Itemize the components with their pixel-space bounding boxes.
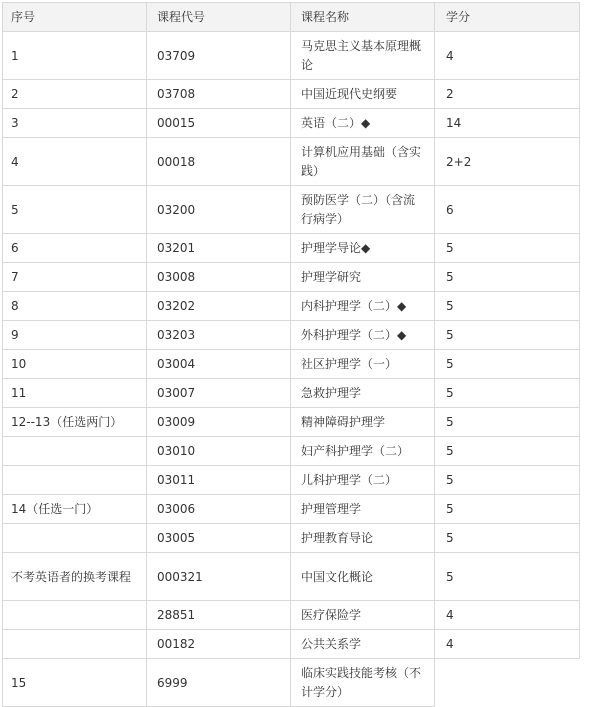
table-row bbox=[3, 234, 580, 263]
cell-code: 00182 bbox=[147, 630, 291, 659]
cell-credit: 5 bbox=[435, 524, 580, 553]
cell-no: 2 bbox=[3, 80, 147, 109]
cell-no: 3 bbox=[3, 109, 147, 138]
cell-no bbox=[3, 437, 147, 466]
cell-no: 10 bbox=[3, 350, 147, 379]
cell-no: 6 bbox=[3, 234, 147, 263]
cell-code: 03007 bbox=[147, 379, 291, 408]
table-row bbox=[3, 350, 580, 379]
cell-name: 妇产科护理学（二） bbox=[291, 437, 435, 466]
cell-name: 护理学导论◆ bbox=[291, 234, 435, 263]
cell-credit: 4 bbox=[435, 32, 580, 80]
cell-credit: 5 bbox=[435, 234, 580, 263]
cell-code: 28851 bbox=[147, 601, 291, 630]
cell-name: 医疗保险学 bbox=[291, 601, 435, 630]
cell-code: 00018 bbox=[147, 138, 291, 186]
cell-name: 计算机应用基础（含实践） bbox=[291, 138, 435, 186]
cell-credit: 5 bbox=[435, 437, 580, 466]
header-no: 序号 bbox=[3, 3, 147, 32]
cell-code: 03201 bbox=[147, 234, 291, 263]
table-row bbox=[3, 437, 580, 466]
cell-no bbox=[3, 601, 147, 630]
cell-no: 15 bbox=[3, 659, 147, 707]
cell-name: 临床实践技能考核（不计学分） bbox=[291, 659, 435, 707]
cell-name: 护理管理学 bbox=[291, 495, 435, 524]
cell-code: 000321 bbox=[147, 553, 291, 601]
cell-code: 03202 bbox=[147, 292, 291, 321]
cell-code: 00015 bbox=[147, 109, 291, 138]
table-row bbox=[3, 186, 580, 234]
cell-name: 中国文化概论 bbox=[291, 553, 435, 601]
cell-name: 精神障碍护理学 bbox=[291, 408, 435, 437]
table-row bbox=[3, 321, 580, 350]
cell-code: 03004 bbox=[147, 350, 291, 379]
cell-credit: 4 bbox=[435, 630, 580, 659]
table-row bbox=[3, 601, 580, 630]
table-row bbox=[3, 80, 580, 109]
cell-credit: 5 bbox=[435, 408, 580, 437]
cell-no bbox=[3, 524, 147, 553]
cell-code: 03709 bbox=[147, 32, 291, 80]
cell-code: 03200 bbox=[147, 186, 291, 234]
cell-credit: 6 bbox=[435, 186, 580, 234]
table-row bbox=[3, 553, 580, 601]
cell-code: 03005 bbox=[147, 524, 291, 553]
table-row bbox=[3, 524, 580, 553]
cell-no: 7 bbox=[3, 263, 147, 292]
cell-code: 03708 bbox=[147, 80, 291, 109]
table-row bbox=[3, 495, 580, 524]
cell-credit: 5 bbox=[435, 292, 580, 321]
header-credit: 学分 bbox=[435, 3, 580, 32]
table-header-row bbox=[3, 3, 580, 32]
table-row bbox=[3, 32, 580, 80]
cell-name: 社区护理学（一） bbox=[291, 350, 435, 379]
cell-code: 03009 bbox=[147, 408, 291, 437]
cell-name: 中国近现代史纲要 bbox=[291, 80, 435, 109]
cell-name: 公共关系学 bbox=[291, 630, 435, 659]
cell-credit: 14 bbox=[435, 109, 580, 138]
cell-credit bbox=[435, 659, 580, 707]
cell-code: 6999 bbox=[147, 659, 291, 707]
cell-credit: 5 bbox=[435, 466, 580, 495]
cell-code: 03203 bbox=[147, 321, 291, 350]
cell-name: 英语（二）◆ bbox=[291, 109, 435, 138]
cell-credit: 5 bbox=[435, 263, 580, 292]
cell-code: 03010 bbox=[147, 437, 291, 466]
cell-code: 03011 bbox=[147, 466, 291, 495]
cell-name: 内科护理学（二）◆ bbox=[291, 292, 435, 321]
cell-no: 8 bbox=[3, 292, 147, 321]
cell-code: 03006 bbox=[147, 495, 291, 524]
cell-no: 12--13（任选两门） bbox=[3, 408, 147, 437]
cell-no: 9 bbox=[3, 321, 147, 350]
cell-no: 14（任选一门） bbox=[3, 495, 147, 524]
header-code: 课程代号 bbox=[147, 3, 291, 32]
cell-credit: 5 bbox=[435, 495, 580, 524]
cell-credit: 4 bbox=[435, 601, 580, 630]
table-row bbox=[3, 138, 580, 186]
cell-no: 1 bbox=[3, 32, 147, 80]
header-name: 课程名称 bbox=[291, 3, 435, 32]
cell-credit: 5 bbox=[435, 379, 580, 408]
table-row bbox=[3, 109, 580, 138]
course-table-body bbox=[3, 3, 580, 707]
cell-name: 护理学研究 bbox=[291, 263, 435, 292]
cell-name: 急救护理学 bbox=[291, 379, 435, 408]
cell-no bbox=[3, 630, 147, 659]
cell-credit: 2 bbox=[435, 80, 580, 109]
table-row bbox=[3, 292, 580, 321]
table-row bbox=[3, 408, 580, 437]
cell-no: 4 bbox=[3, 138, 147, 186]
cell-name: 预防医学（二）（含流行病学） bbox=[291, 186, 435, 234]
table-row bbox=[3, 466, 580, 495]
cell-no: 5 bbox=[3, 186, 147, 234]
cell-no: 不考英语者的换考课程 bbox=[3, 553, 147, 601]
cell-no bbox=[3, 466, 147, 495]
table-row bbox=[3, 263, 580, 292]
course-table bbox=[2, 2, 580, 707]
cell-name: 外科护理学（二）◆ bbox=[291, 321, 435, 350]
table-row bbox=[3, 659, 580, 707]
cell-no: 11 bbox=[3, 379, 147, 408]
table-row bbox=[3, 379, 580, 408]
table-row bbox=[3, 630, 580, 659]
cell-credit: 5 bbox=[435, 321, 580, 350]
cell-credit: 5 bbox=[435, 350, 580, 379]
cell-name: 护理教育导论 bbox=[291, 524, 435, 553]
cell-credit: 2+2 bbox=[435, 138, 580, 186]
cell-code: 03008 bbox=[147, 263, 291, 292]
cell-credit: 5 bbox=[435, 553, 580, 601]
cell-name: 马克思主义基本原理概论 bbox=[291, 32, 435, 80]
cell-name: 儿科护理学（二） bbox=[291, 466, 435, 495]
